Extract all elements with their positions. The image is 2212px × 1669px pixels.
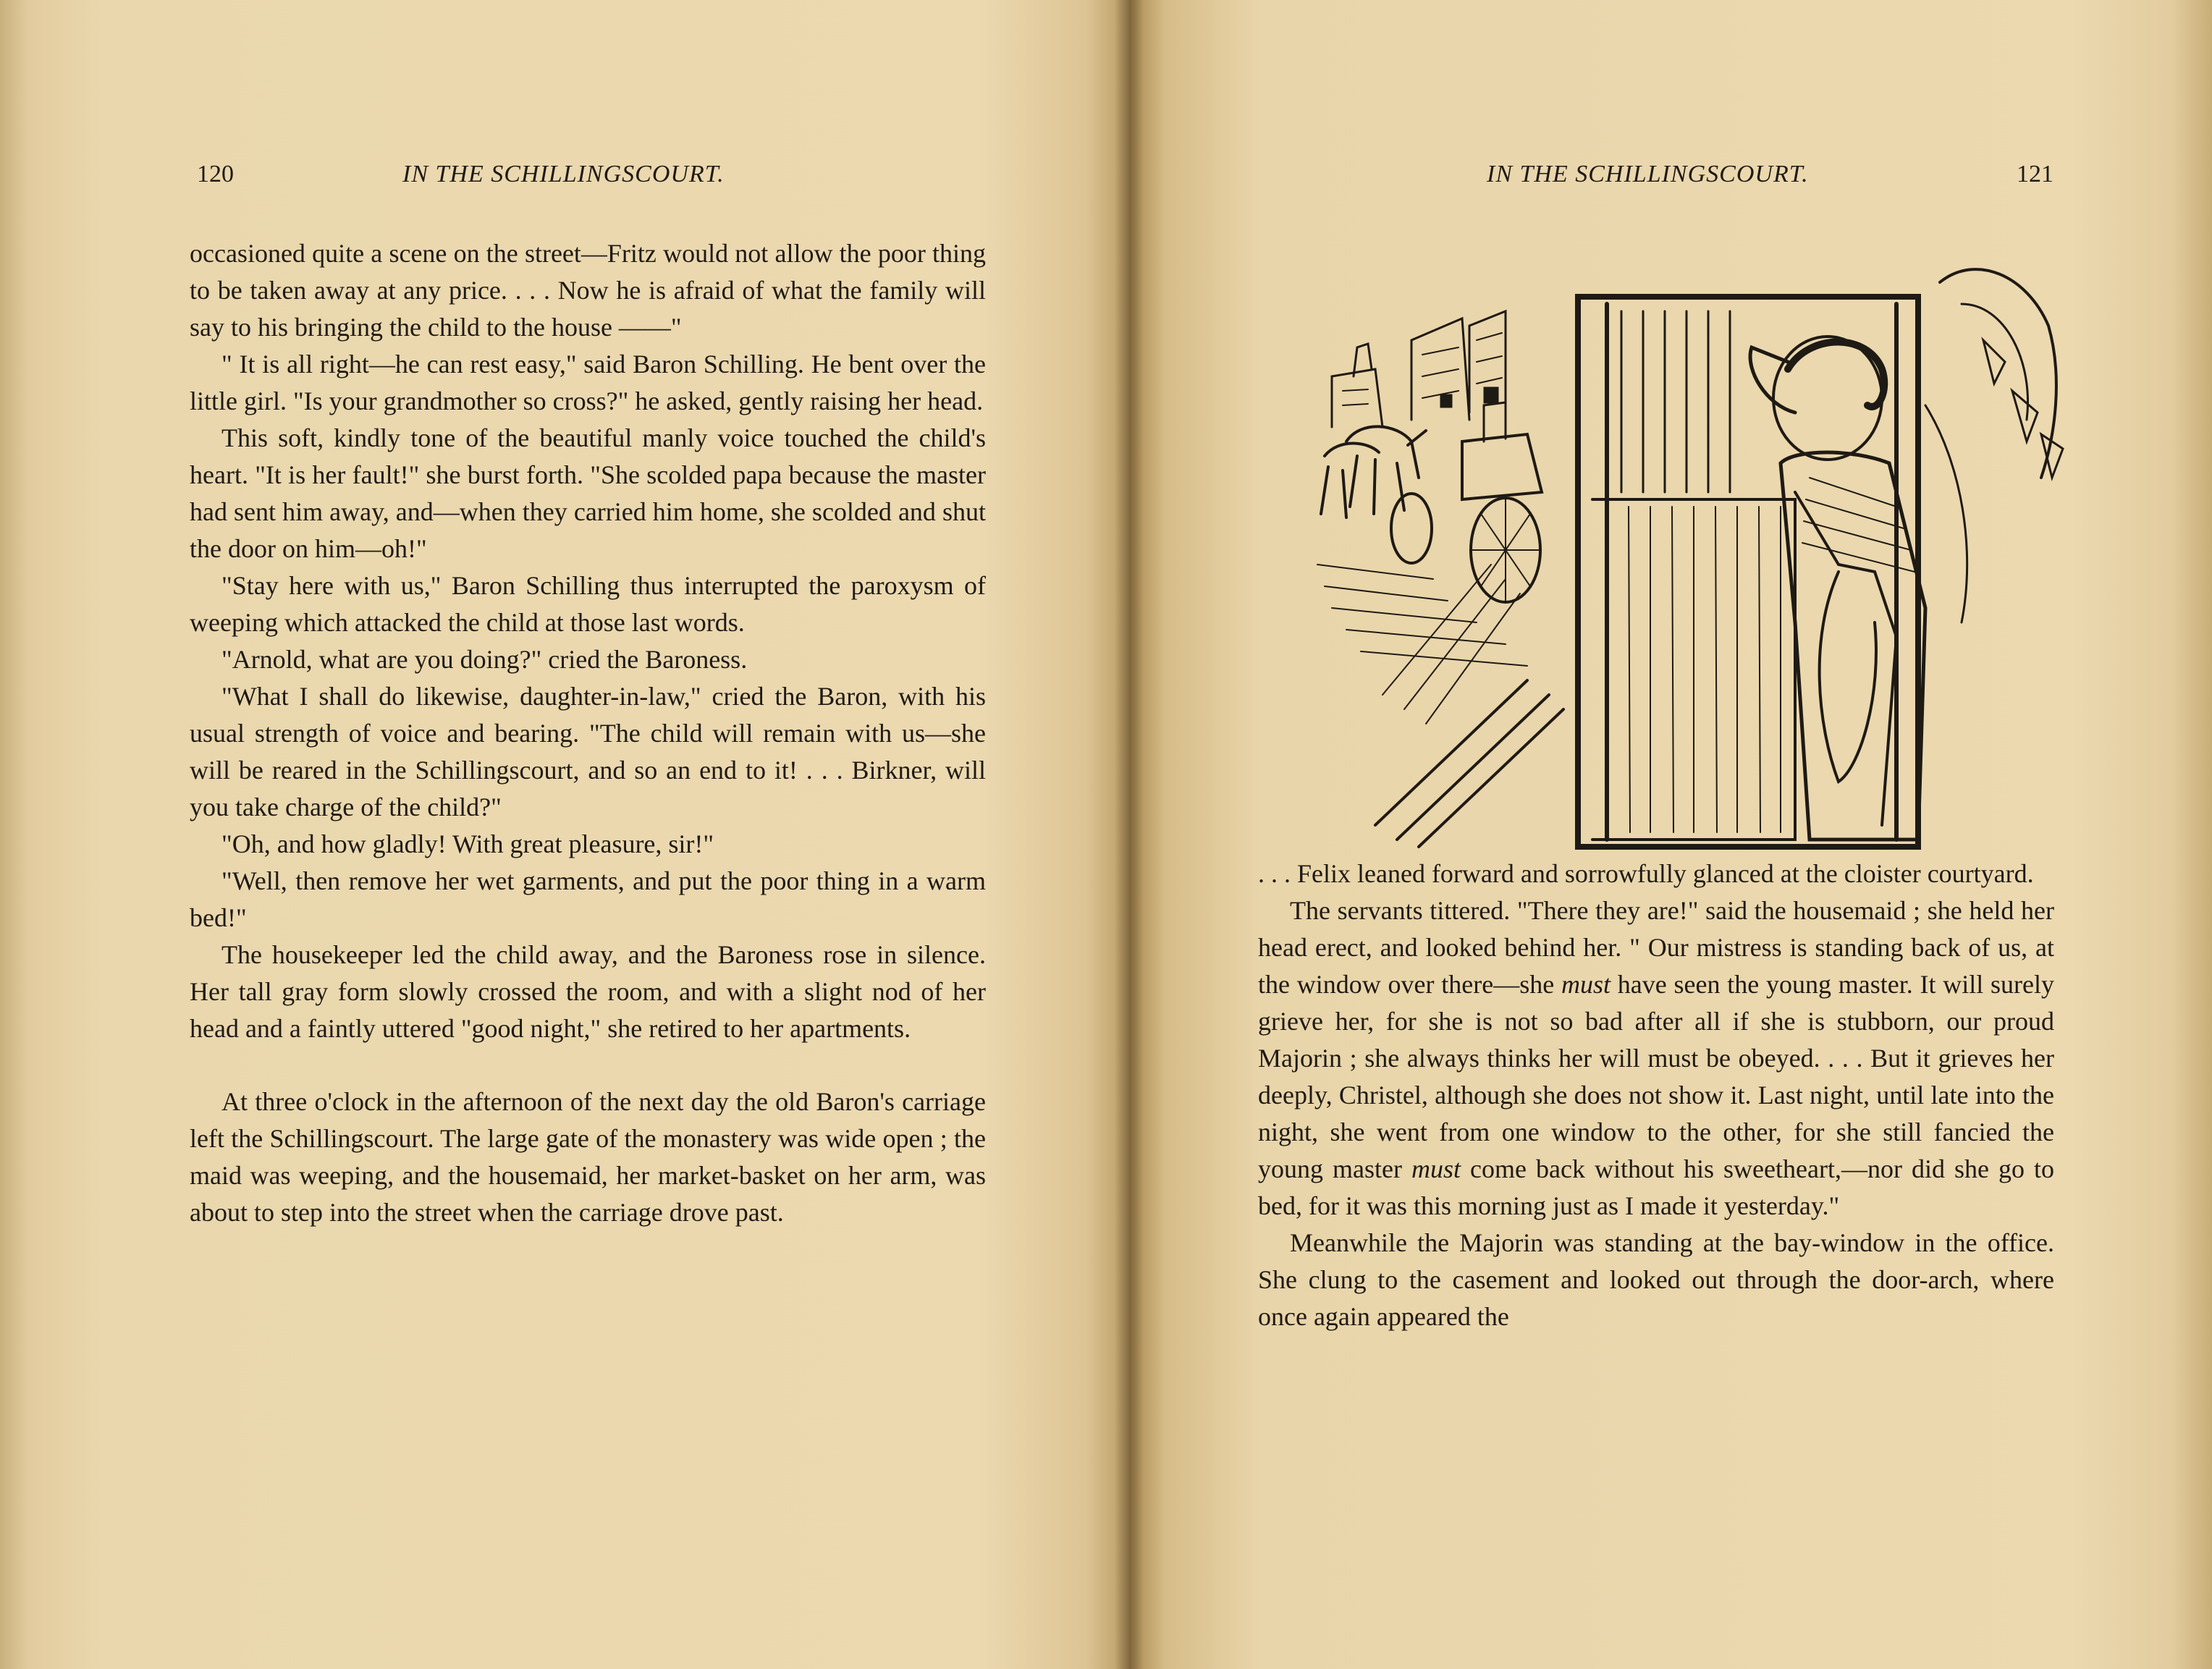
paragraph: " It is all right—he can rest easy," said Baron Schilling. He bent over the little girl. "Is your grandmother so cross?" he asked, gently raising her head. bbox=[190, 350, 986, 415]
paragraph: "What I shall do likewise, daughter-in-law," cried the Baron, with his usual strength of voice and bearing. "The child will remain with us—she will be reared in the Schillingscourt, and so an end to it! . . . Birkner, will you take charge of the child?" bbox=[190, 682, 986, 821]
paragraph: The housekeeper led the child away, and the Baroness rose in silence. Her tall gray form slowly crossed the room, and with a slight nod of her head and a faintly uttered "good night," she retired to her apartments. bbox=[190, 940, 986, 1043]
paragraph: At three o'clock in the afternoon of the next day the old Baron's carriage left the Schillingscourt. The large gate of the monastery was wide open ; the maid was weeping, and the housemaid, her market-basket on her arm, was about to step into the street when the carriage drove past. bbox=[190, 1087, 986, 1227]
page-number-right: 121 bbox=[2017, 161, 2053, 187]
paragraph: Meanwhile the Majorin was standing at the bay-window in the office. She clung to the casement and looked out through the door-arch, where once again appeared the bbox=[1258, 1228, 2054, 1331]
running-head-right: IN THE SCHILLINGSCOURT. bbox=[1487, 161, 1809, 187]
paragraph: This soft, kindly tone of the beautiful manly voice touched the child's heart. "It is her fault!" she burst forth. "She scolded papa because the master had sent him away, and—when they carried him home, she scolded and shut the door on him—oh!" bbox=[190, 423, 986, 563]
paragraph: occasioned quite a scene on the street—Fritz would not allow the poor thing to be taken away at any price. . . . Now he is afraid of what the family will say to his bringing the child to the house ——" bbox=[190, 239, 986, 342]
paragraph: "Stay here with us," Baron Schilling thus interrupted the paroxysm of weeping which attacked the child at those last words. bbox=[190, 571, 986, 637]
page-number-left: 120 bbox=[197, 161, 234, 187]
illustration-caption: . . . Felix leaned forward and sorrowfully glanced at the cloister courtyard. bbox=[1258, 859, 2034, 888]
paragraph: "Arnold, what are you doing?" cried the Baroness. bbox=[221, 645, 748, 674]
left-page-text bbox=[190, 235, 986, 1231]
paragraph: "Well, then remove her wet garments, and put the poor thing in a warm bed!" bbox=[190, 866, 986, 932]
book-gutter bbox=[1115, 0, 1144, 1669]
running-head-left: IN THE SCHILLINGSCOURT. bbox=[402, 161, 725, 187]
engraving-illustration bbox=[1288, 261, 2099, 861]
paragraph: The servants tittered. "There they are!" said the housemaid ; she held her head erect, and looked behind her. " Our mistress is standing back of us, at the window over there—she must have seen the young master. It will surely grieve her, for she is not so bad after all if she is stubborn, our proud Majorin ; she always thinks her will must be obeyed. . . . But it grieves her deeply, Christel, although she does not show it. Last night, until late into the night, she went from one window to the other, for she still fancied the young master must come back without his sweetheart,—nor did she go to bed, for it was this morning just as I made it yesterday." bbox=[1258, 896, 2054, 1220]
paragraph: "Oh, and how gladly! With great pleasure, sir!" bbox=[221, 829, 714, 858]
right-page-text bbox=[1258, 855, 2054, 1335]
